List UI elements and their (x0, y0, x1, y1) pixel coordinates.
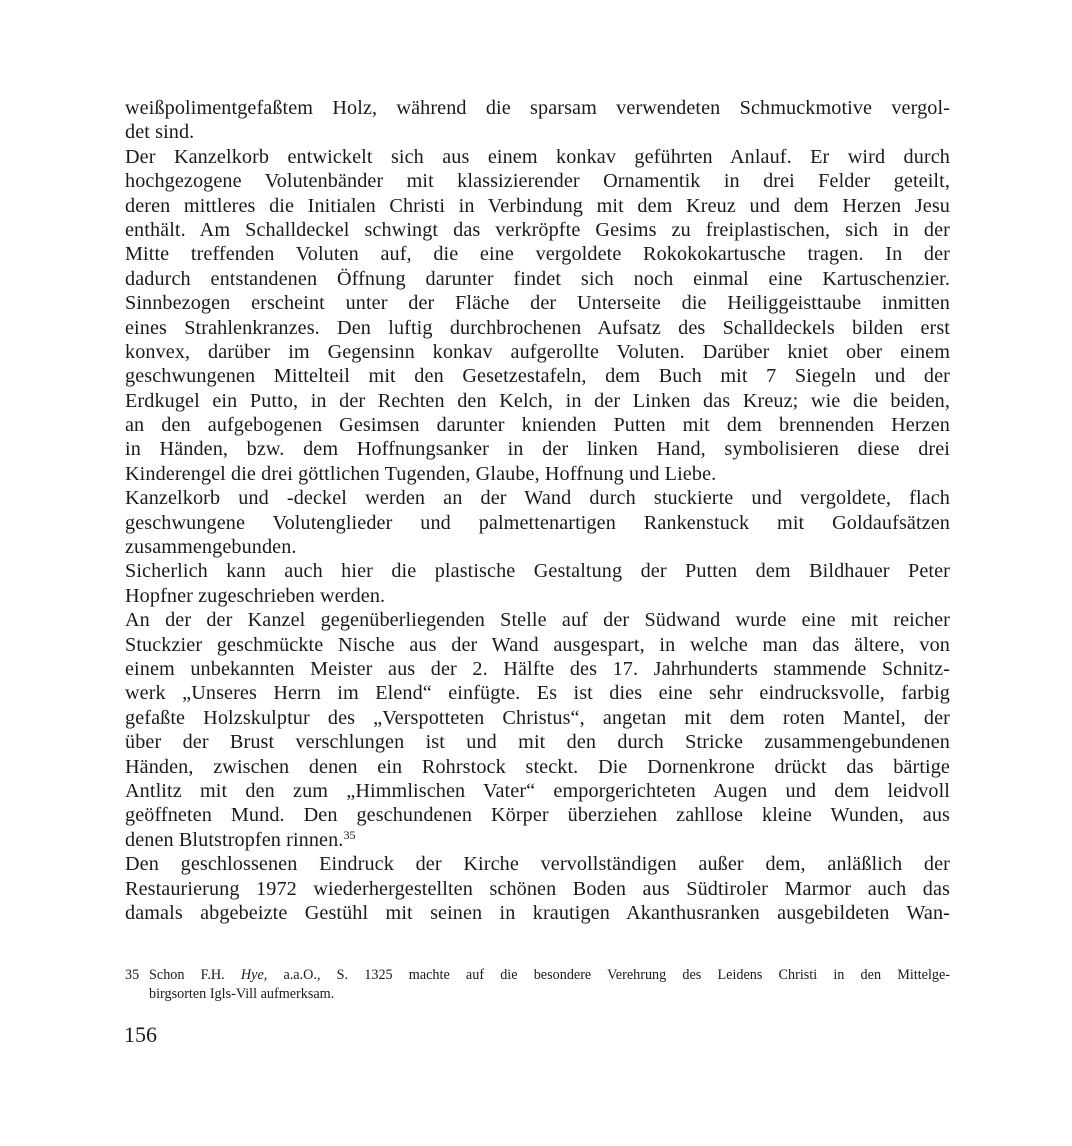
text-line (125, 730, 950, 754)
text-line (125, 755, 950, 779)
text-line (125, 364, 950, 388)
text-line-content: gefaßte Holzskulptur des „Verspotteten Christus“, angetan mit dem roten Mantel, der (125, 706, 950, 729)
text-line-content: weißpolimentgefaßtem Holz, während die sparsam verwendeten Schmuckmotive vergol- (125, 97, 950, 119)
text-line (125, 486, 950, 510)
text-line (125, 437, 950, 461)
text-line-content: det sind. (125, 121, 195, 144)
text-line (125, 462, 950, 486)
text-line-content: deren mittleres die Initialen Christi in Verbindung mit dem Kreuz und dem Herzen Jesu (125, 194, 950, 217)
text-line (125, 828, 950, 852)
footnote-text-rest: a.a.O., S. 1325 machte auf die besondere Verehrung des Leidens Christi in den Mittelge- (267, 967, 950, 983)
text-line-content: Erdkugel ein Putto, in der Rechten den Kelch, in der Linken das Kreuz; wie die beiden, (125, 389, 950, 412)
text-line-content: damals abgebeizte Gestühl mit seinen in krautigen Akanthusranken ausgebildeten Wan- (125, 901, 950, 924)
footnote-line (125, 966, 950, 985)
text-line (125, 584, 950, 608)
text-line (125, 535, 950, 559)
text-line-content: Kanzelkorb und -deckel werden an der Wand durch stuckierte und vergoldete, flach (125, 487, 950, 510)
text-line-content: geschwungenen Mittelteil mit den Gesetzestafeln, dem Buch mit 7 Siegeln und der (125, 365, 950, 388)
text-line (125, 316, 950, 340)
text-line-content: Restaurierung 1972 wiederhergestellten schönen Boden aus Südtiroler Marmor auch das (125, 877, 950, 900)
footnote (125, 966, 950, 1003)
text-line (125, 218, 950, 242)
text-line (125, 413, 950, 437)
text-line (125, 706, 950, 730)
text-line (125, 291, 950, 315)
body-text (125, 96, 950, 925)
text-line-content: Den geschlossenen Eindruck der Kirche vervollständigen außer dem, anläßlich der (125, 853, 950, 876)
footnote-text-prefix: Schon F.H. (149, 967, 241, 983)
text-line (125, 877, 950, 901)
text-line (125, 145, 950, 169)
text-line (125, 633, 950, 657)
text-line (125, 120, 950, 144)
text-line-content: Sinnbezogen erscheint unter der Fläche der Unterseite die Heiliggeisttaube inmitten (125, 292, 950, 315)
footnote-reference: 35 (343, 827, 356, 842)
text-line-content: zusammengebunden. (125, 536, 297, 559)
text-line-content: geschwungene Volutenglieder und palmettenartigen Rankenstuck mit Goldaufsätzen (125, 511, 950, 534)
text-line-content: An der der Kanzel gegenüberliegenden Stelle auf der Südwand wurde eine mit reicher (125, 609, 950, 632)
text-line (125, 901, 950, 925)
text-line (125, 681, 950, 705)
text-line-content: hochgezogene Volutenbänder mit klassizierender Ornamentik in drei Felder geteilt, (125, 170, 950, 193)
text-line-content: eines Strahlenkranzes. Den luftig durchbrochenen Aufsatz des Schalldeckels bilden erst (125, 316, 950, 339)
text-line-content: konvex, darüber im Gegensinn konkav aufgerollte Voluten. Darüber kniet ober einem (125, 340, 950, 363)
text-line (125, 194, 950, 218)
text-line (125, 779, 950, 803)
text-line-content: Mitte treffenden Voluten auf, die eine vergoldete Rokokokartusche tragen. In der (125, 243, 950, 266)
footnote-author-italic: Hye, (240, 967, 268, 983)
text-line (125, 657, 950, 681)
text-line-content: Antlitz mit den zum „Himmlischen Vater“ emporgerichteten Augen und dem leidvoll (125, 779, 950, 802)
text-line (125, 852, 950, 876)
text-line-content: an den aufgebogenen Gesimsen darunter knienden Putten mit dem brennenden Herzen (125, 414, 950, 437)
text-line (125, 803, 950, 827)
text-line-content: Händen, zwischen denen ein Rohrstock steckt. Die Dornenkrone drückt das bärtige (125, 755, 950, 778)
text-line (125, 96, 950, 120)
text-line-content: Hopfner zugeschrieben werden. (125, 584, 386, 607)
text-line (125, 389, 950, 413)
text-line-content: geöffneten Mund. Den geschundenen Körper überziehen zahllose kleine Wunden, aus (125, 804, 950, 827)
text-line (125, 608, 950, 632)
text-line-content: enthält. Am Schalldeckel schwingt das verkröpfte Gesims zu freiplastischen, sich in der (125, 218, 950, 241)
text-line-content: dadurch entstandenen Öffnung darunter findet sich noch einmal eine Kartuschenzier. (125, 267, 950, 290)
text-line (125, 267, 950, 291)
text-line-content: Kinderengel die drei göttlichen Tugenden, Glaube, Hoffnung und Liebe. (125, 462, 717, 485)
text-line (125, 511, 950, 535)
text-line-content: Der Kanzelkorb entwickelt sich aus einem konkav geführten Anlauf. Er wird durch (125, 145, 950, 168)
text-line-content: einem unbekannten Meister aus der 2. Hälfte des 17. Jahrhunderts stammende Schnitz- (125, 657, 950, 680)
page-number: 156 (124, 1022, 157, 1047)
text-line-content: in Händen, bzw. dem Hoffnungsanker in der linken Hand, symbolisieren diese drei (125, 438, 950, 461)
text-line-content: Sicherlich kann auch hier die plastische Gestaltung der Putten dem Bildhauer Peter (125, 560, 950, 583)
footnote-line: birgsorten Igls-Vill aufmerksam. (149, 985, 335, 1002)
text-line (125, 242, 950, 266)
text-line-content: werk „Unseres Herrn im Elend“ einfügte. Es ist dies eine sehr eindrucksvolle, farbig (125, 682, 950, 705)
footnote-number: 35 (125, 967, 140, 983)
text-line-content: Stuckzier geschmückte Nische aus der Wand ausgespart, in welche man das ältere, von (125, 633, 950, 656)
text-line (125, 169, 950, 193)
text-line-content: über der Brust verschlungen ist und mit den durch Stricke zusammengebundenen (125, 731, 950, 754)
text-line (125, 340, 950, 364)
text-line-content: denen Blutstropfen rinnen. (125, 828, 344, 851)
text-line (125, 559, 950, 583)
